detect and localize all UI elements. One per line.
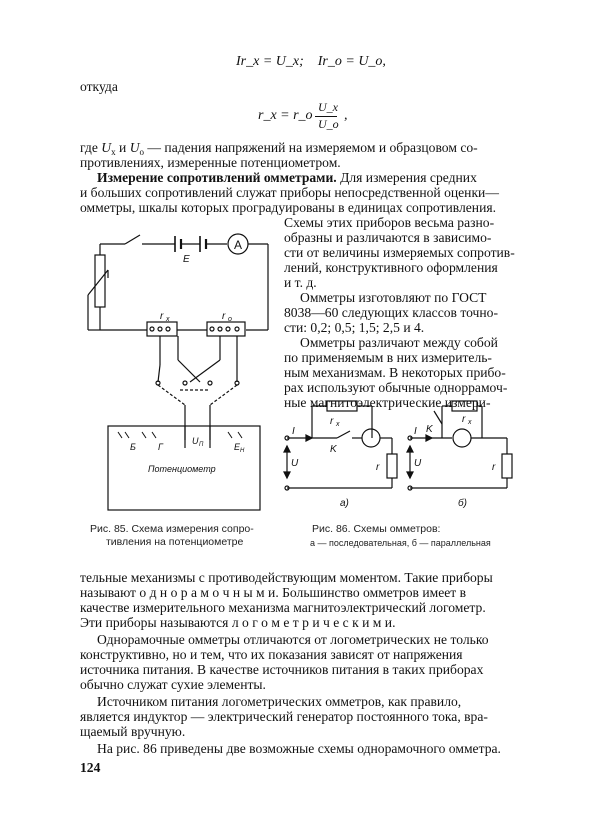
body-line-1: тельные механизмы с противодействующим моментом. Такие приборы <box>80 570 493 585</box>
formula-eq2: Ir_o = U_o, <box>317 54 386 69</box>
right-col-1: Схемы этих приборов весьма разно- <box>284 215 495 230</box>
right-col-3: сти от величины измеряемых сопротив- <box>284 245 515 260</box>
fig86b-label-r: r <box>492 462 496 473</box>
right-col-8: сти: 0,2; 0,5; 1,5; 2,5 и 4. <box>284 320 425 335</box>
body-line-6: конструктивно, но и тем, что их показания зависят от напряжения <box>80 647 463 662</box>
body-line-12: На рис. 86 приведены две возможные схемы однорамочного омметра. <box>97 741 501 756</box>
fig85-label-a: A <box>234 238 243 252</box>
and-word: и <box>119 140 127 155</box>
fig85-label-ro: r <box>222 311 226 322</box>
body-line-3: качестве измерительного механизма магнитоэлектрический логометр. <box>80 600 486 615</box>
body-line-10: является индуктор — электрический генератор постоянного тока, вра- <box>80 709 488 724</box>
fig86a-label-rx-sub: x <box>336 421 340 428</box>
fig85-label-pot: Потенциометр <box>148 464 216 474</box>
right-col-5: и т. д. <box>284 275 317 290</box>
word-otkuda: откуда <box>80 79 118 94</box>
body-line-4: Эти приборы называются л о г о м е т р и ч е с к и м и. <box>80 615 396 630</box>
fig85-label-en: E <box>234 442 241 452</box>
fig86b-label-u: U <box>414 458 422 469</box>
fig86b-label-b: б) <box>458 498 467 509</box>
right-col-9: Омметры различают между собой <box>300 335 498 350</box>
body-line-2: называют о д н о р а м о ч н ы м и. Большинство омметров имеет в <box>80 585 467 600</box>
fig85-label-rx: r <box>160 311 164 322</box>
formula-ratio-den: U_o <box>318 117 339 131</box>
body-line-5: Однорамочные омметры отличаются от логометрических не только <box>97 632 489 647</box>
uo-symbol: U <box>129 140 140 155</box>
fig86a-label-rx: r <box>330 416 334 427</box>
body-line-11: щаемый вручную. <box>80 724 186 739</box>
fig85-label-b: Б <box>130 442 136 452</box>
right-col-13: ные магнитоэлектрические измери- <box>284 395 491 410</box>
figure-85-diagram <box>80 220 280 520</box>
fig85-label-un: U <box>192 436 199 446</box>
right-col-6: Омметры изготовляют по ГОСТ <box>300 290 487 305</box>
body-line-7: источника питания. В качестве источников питания в таких приборах <box>80 662 484 677</box>
fig86a-label-a: а) <box>340 498 349 509</box>
right-col-4: лений, конструктивного оформления <box>284 260 498 275</box>
fig85-label-ro-sub: o <box>228 316 232 323</box>
fig86a-label-k: K <box>330 444 337 455</box>
fig85-label-g: Г <box>158 442 163 452</box>
fig86b-label-rx: r <box>462 414 466 425</box>
gde-rest: — падения напряжений на измеряемом и образцовом со- <box>147 140 478 155</box>
fig86b-label-rx-sub: x <box>468 419 472 426</box>
ux-symbol: U <box>101 140 112 155</box>
fig86b-label-k: K <box>426 424 433 435</box>
fig86-caption-line2: а — последовательная, б — параллельная <box>310 538 491 548</box>
section-line1-rest: Для измерения средних <box>340 170 477 185</box>
para-gde-line2: противлениях, измеренные потенциометром. <box>80 155 341 170</box>
fig85-caption-line1: Рис. 85. Схема измерения сопро- <box>90 523 254 535</box>
fig86a-label-r: r <box>376 462 380 473</box>
fig85-label-rx-sub: x <box>166 316 170 323</box>
right-col-12: рах используют обычные одноррамоч- <box>284 380 508 395</box>
page-number: 124 <box>80 760 101 775</box>
figure-86-diagram <box>282 396 522 516</box>
section-heading: Измерение сопротивлений омметрами. <box>97 170 337 185</box>
body-line-9: Источником питания логометрических омметров, как правило, <box>97 694 462 709</box>
formula-top <box>236 54 386 70</box>
formula-ratio-num: U_x <box>318 100 338 114</box>
right-col-7: 8038—60 следующих классов точно- <box>284 305 498 320</box>
section-line2: и больших сопротивлений служат приборы непосредственной оценки— <box>80 185 499 200</box>
fig86b-label-i: I <box>414 426 417 437</box>
uo-sub: о <box>139 147 145 157</box>
fig86a-label-u: U <box>291 458 299 469</box>
fig86-caption-line1: Рис. 86. Схемы омметров: <box>312 523 441 535</box>
right-col-11: ным механизмам. В некоторых прибо- <box>284 365 506 380</box>
fig85-caption-line2: тивления на потенциометре <box>106 536 244 548</box>
right-col-10: по применяемым в них измеритель- <box>284 350 492 365</box>
formula-ratio-tail: , <box>344 108 348 123</box>
fig85-label-un-sub: П <box>199 442 204 448</box>
formula-eq1: Ir_x = U_x; <box>236 54 304 69</box>
ux-sub: x <box>111 147 116 157</box>
fig85-label-en-sub: Н <box>240 448 245 454</box>
section-line1 <box>97 170 517 186</box>
fig86a-label-i: I <box>292 426 295 437</box>
right-col-2: образны и различаются в зависимо- <box>284 230 492 245</box>
body-line-8: обычно служат сухие элементы. <box>80 677 266 692</box>
formula-ratio-lhs: r_x = r_o <box>258 108 313 123</box>
fig85-label-e: E <box>183 254 190 265</box>
section-line3: омметры, шкалы которых проградуированы в единицах сопротивления. <box>80 200 497 215</box>
gde-word: где <box>80 140 98 155</box>
